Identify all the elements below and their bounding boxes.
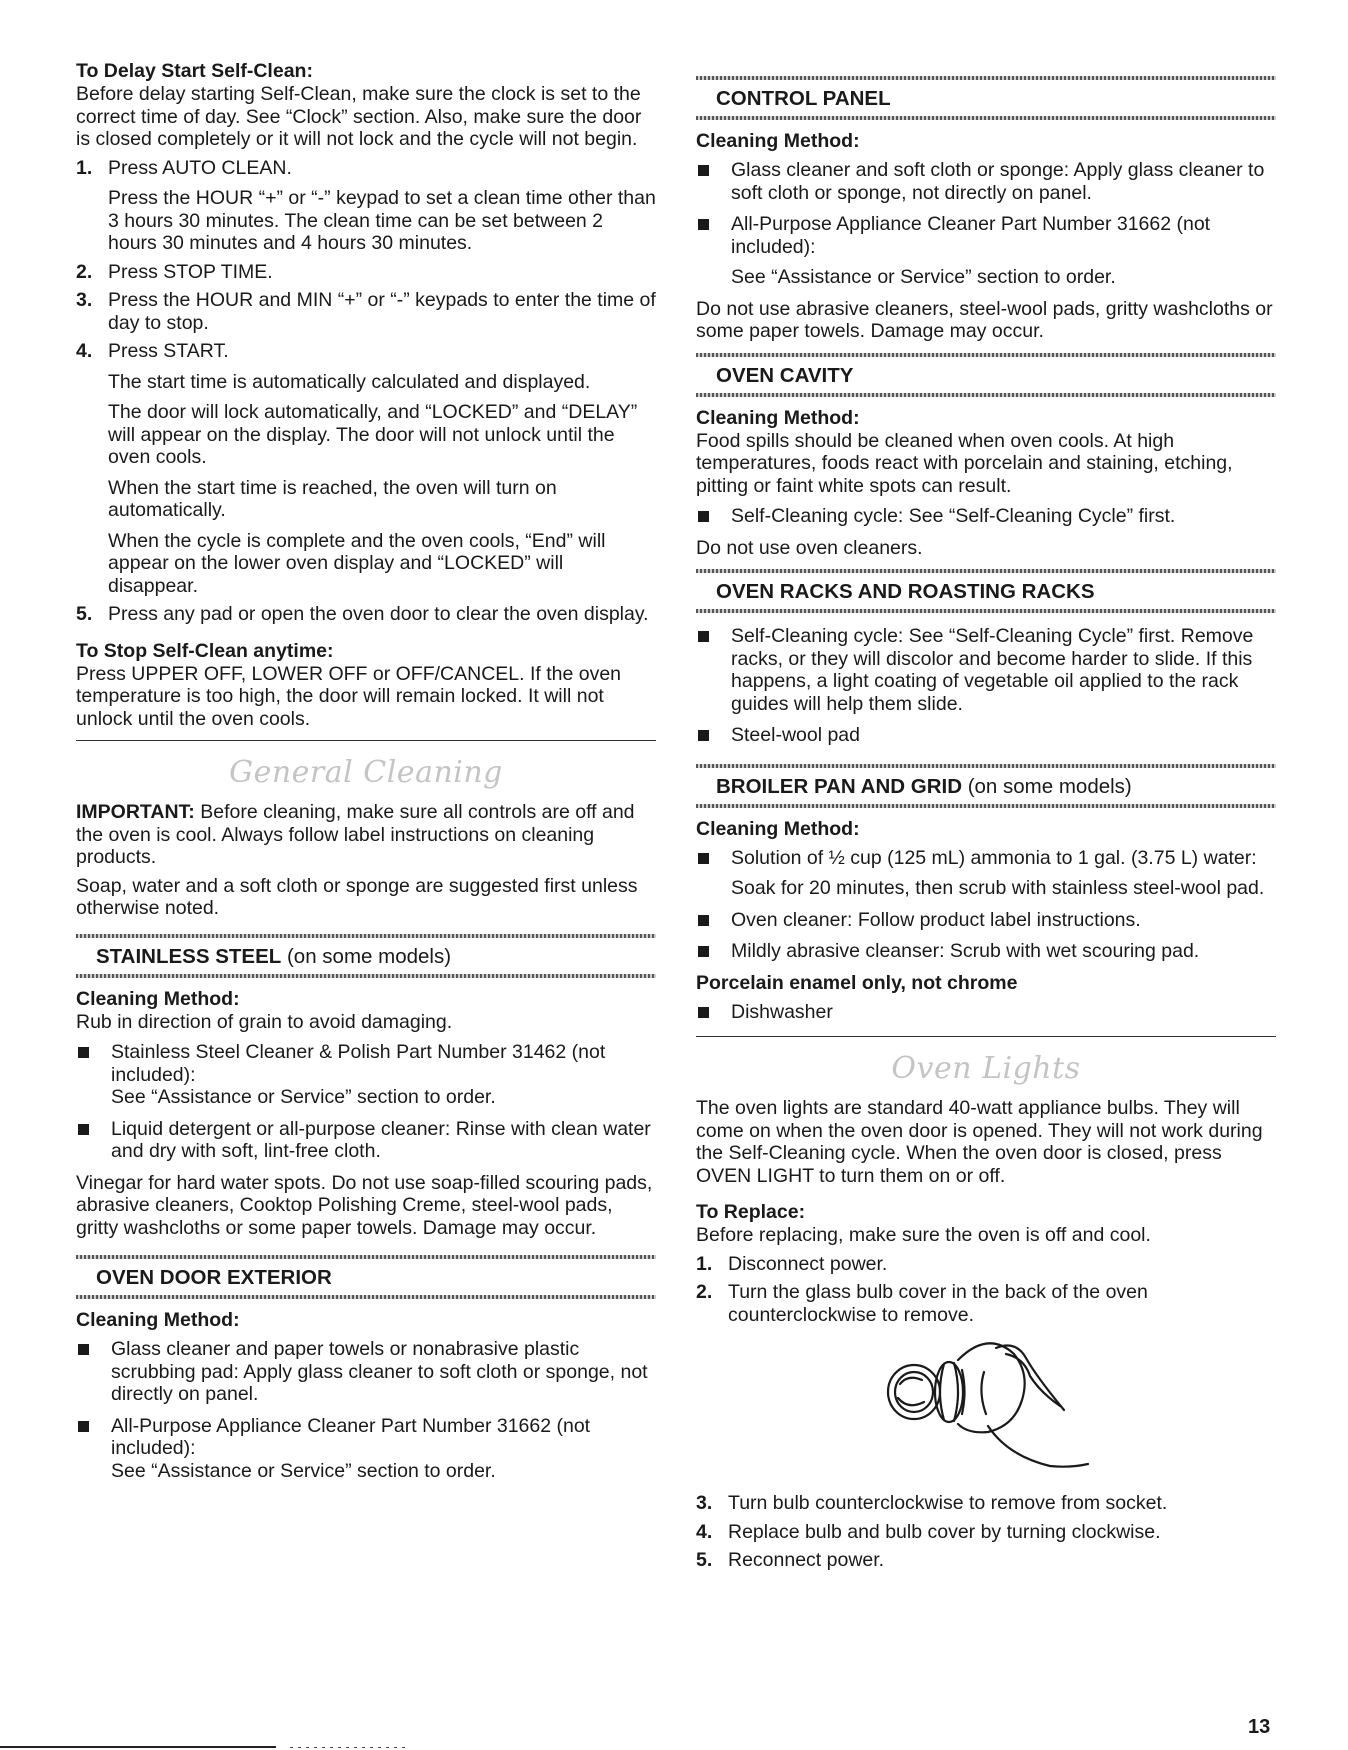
delay-step bbox=[76, 340, 656, 597]
step-number: 2. bbox=[76, 260, 93, 283]
bullet-subtext: See “Assistance or Service” section to order. bbox=[731, 266, 1116, 288]
step-number: 4. bbox=[696, 1520, 713, 1543]
bullet-item bbox=[696, 940, 1276, 963]
replace-step bbox=[696, 1253, 1276, 1276]
bullet-item bbox=[696, 724, 1276, 747]
important-note bbox=[76, 801, 656, 869]
replace-step bbox=[696, 1281, 1276, 1326]
oven-cavity-section bbox=[696, 353, 1276, 397]
bullet-text: Oven cleaner: Follow product label instructions. bbox=[731, 908, 1141, 931]
step-text: Press the HOUR and MIN “+” or “-” keypads to enter the time of day to stop. bbox=[108, 289, 656, 334]
control-note: Do not use abrasive cleaners, steel-wool pads, gritty washcloths or some paper towels. Damage may occur. bbox=[696, 297, 1273, 342]
bullet-text: Solution of ½ cup (125 mL) ammonia to 1 gal. (3.75 L) water: bbox=[731, 846, 1257, 869]
racks-section bbox=[696, 569, 1276, 613]
method-heading: Cleaning Method: bbox=[696, 130, 860, 152]
step-text: Turn bulb counterclockwise to remove from socket. bbox=[728, 1492, 1168, 1514]
step-text: Press START. bbox=[108, 340, 229, 362]
step-text: Replace bulb and bulb cover by turning clockwise. bbox=[728, 1520, 1161, 1543]
bullet-text: Glass cleaner and soft cloth or sponge: Apply glass cleaner to soft cloth or sponge, not directly on panel. bbox=[731, 159, 1265, 204]
delay-steps bbox=[76, 157, 656, 626]
bullet-text: Self-Cleaning cycle: See “Self-Cleaning Cycle” first. Remove racks, or they will discolor and become harder to slide. If this happens, a light coating of vegetable oil applied to the rack guides will help them slide. bbox=[731, 625, 1254, 715]
bullet-text: Steel-wool pad bbox=[731, 724, 860, 746]
bullet-item bbox=[76, 1118, 656, 1163]
bullet-item bbox=[696, 847, 1276, 900]
bullet-square-icon bbox=[698, 511, 709, 522]
bullet-square-icon bbox=[698, 730, 709, 741]
replace-intro: Before replacing, make sure the oven is off and cool. bbox=[696, 1224, 1151, 1246]
section-title: BROILER PAN AND GRID (on some models) bbox=[716, 774, 1132, 798]
divider bbox=[696, 569, 1276, 573]
bullet-subtext: Soak for 20 minutes, then scrub with stainless steel-wool pad. bbox=[731, 877, 1265, 899]
page-number: 13 bbox=[1248, 1716, 1271, 1738]
divider bbox=[76, 1255, 656, 1259]
step-text: When the cycle is complete and the oven cools, “End” will appear on the lower oven display and “LOCKED” will disappear. bbox=[108, 529, 606, 597]
method-heading: Cleaning Method: bbox=[76, 1309, 240, 1331]
method-heading: Cleaning Method: bbox=[76, 987, 240, 1010]
bullet-text: Dishwasher bbox=[731, 1000, 833, 1023]
section-title: OVEN DOOR EXTERIOR bbox=[96, 1266, 332, 1289]
delay-intro: Before delay starting Self-Clean, make sure the clock is set to the correct time of day. See “Clock” section. Also, make sure the door is closed completely or it will not lock and the cycle will not begin. bbox=[76, 83, 642, 150]
bullet-text: Glass cleaner and paper towels or nonabrasive plastic scrubbing pad: Apply glass cleaner to soft cloth or sponge, not directly on panel. bbox=[111, 1338, 648, 1405]
bullet-square-icon bbox=[78, 1421, 89, 1432]
oven-lights-title: Oven Lights bbox=[891, 1051, 1081, 1086]
step-text: Reconnect power. bbox=[728, 1549, 885, 1571]
step-text: Turn the glass bulb cover in the back of the oven counterclockwise to remove. bbox=[728, 1281, 1148, 1326]
divider bbox=[76, 934, 656, 938]
stainless-section bbox=[76, 934, 656, 978]
step-number: 2. bbox=[696, 1281, 713, 1303]
step-number: 5. bbox=[696, 1549, 713, 1571]
method-heading: Cleaning Method: bbox=[696, 817, 860, 840]
delay-step bbox=[76, 603, 656, 626]
step-text: When the start time is reached, the oven will turn on automatically. bbox=[108, 476, 557, 521]
bullet-text: Mildly abrasive cleanser: Scrub with wet scouring pad. bbox=[731, 940, 1200, 962]
bullet-item bbox=[696, 159, 1276, 204]
bullet-square-icon bbox=[698, 165, 709, 176]
bullet-item bbox=[76, 1415, 656, 1483]
delay-step bbox=[76, 157, 656, 255]
delay-step bbox=[76, 289, 656, 334]
section-title: STAINLESS STEEL (on some models) bbox=[96, 944, 452, 968]
general-cleaning-title: General Cleaning bbox=[229, 755, 503, 790]
bullet-square-icon bbox=[698, 1007, 709, 1018]
bullet-item bbox=[696, 505, 1276, 528]
step-number: 5. bbox=[76, 603, 93, 625]
bullet-square-icon bbox=[698, 946, 709, 957]
bullet-item bbox=[696, 213, 1276, 289]
door-section bbox=[76, 1255, 656, 1299]
bullet-item bbox=[696, 909, 1276, 932]
important-label: IMPORTANT: bbox=[76, 801, 195, 823]
section-rule bbox=[696, 1036, 1276, 1037]
control-panel-section bbox=[696, 76, 1276, 120]
bullet-text: All-Purpose Appliance Cleaner Part Number 31662 (not included): bbox=[731, 213, 1211, 258]
bullet-square-icon bbox=[698, 219, 709, 230]
lights-text: The oven lights are standard 40-watt appliance bulbs. They will come on when the oven door is opened. They will not work during the Self-Cleaning cycle. When the oven door is closed, press OVEN LIGHT to turn them on or off. bbox=[696, 1097, 1263, 1187]
stop-heading: To Stop Self-Clean anytime: bbox=[76, 639, 334, 662]
replace-heading: To Replace: bbox=[696, 1201, 806, 1223]
step-text: Disconnect power. bbox=[728, 1252, 888, 1275]
left-column bbox=[76, 60, 656, 1491]
method-heading: Cleaning Method: bbox=[696, 406, 860, 429]
step-text: Press AUTO CLEAN. bbox=[108, 156, 292, 179]
bullet-square-icon bbox=[78, 1047, 89, 1058]
divider bbox=[696, 353, 1276, 357]
step-text: Press any pad or open the oven door to clear the oven display. bbox=[108, 603, 649, 625]
stop-text: Press UPPER OFF, LOWER OFF or OFF/CANCEL. If the oven temperature is too high, the door will remain locked. It will not unlock until the oven cools. bbox=[76, 662, 622, 730]
step-text: The door will lock automatically, and “LOCKED” and “DELAY” will appear on the display. The door will not unlock until the oven cools. bbox=[108, 401, 638, 468]
bullet-square-icon bbox=[78, 1124, 89, 1135]
divider bbox=[696, 76, 1276, 80]
bullet-text: Liquid detergent or all-purpose cleaner: Rinse with clean water and dry with soft, lint-free cloth. bbox=[111, 1117, 651, 1162]
replace-steps bbox=[696, 1253, 1276, 1327]
divider bbox=[696, 764, 1276, 768]
broiler-section bbox=[696, 764, 1276, 808]
porcelain-heading: Porcelain enamel only, not chrome bbox=[696, 971, 1018, 994]
bullet-square-icon bbox=[698, 915, 709, 926]
replace-step bbox=[696, 1492, 1276, 1515]
section-title: OVEN CAVITY bbox=[716, 363, 854, 387]
footer-dashes bbox=[290, 1747, 410, 1748]
step-number: 3. bbox=[76, 289, 93, 311]
bullet-item bbox=[696, 625, 1276, 715]
bullet-item bbox=[696, 1001, 1276, 1024]
step-number: 4. bbox=[76, 340, 93, 362]
bullet-text: Self-Cleaning cycle: See “Self-Cleaning Cycle” first. bbox=[731, 505, 1176, 527]
step-number: 3. bbox=[696, 1492, 713, 1514]
bulb-cover-illustration bbox=[696, 1332, 1276, 1492]
bullet-square-icon bbox=[698, 853, 709, 864]
step-number: 1. bbox=[696, 1252, 713, 1275]
cavity-note: Do not use oven cleaners. bbox=[696, 536, 923, 559]
step-number: 1. bbox=[76, 156, 93, 179]
replace-step bbox=[696, 1521, 1276, 1544]
bullet-text: Stainless Steel Cleaner & Polish Part Number 31462 (not included): bbox=[111, 1041, 606, 1086]
step-text: The start time is automatically calculated and displayed. bbox=[108, 370, 591, 393]
footer-rule bbox=[0, 1746, 276, 1748]
bullet-subtext: See “Assistance or Service” section to order. bbox=[111, 1086, 496, 1108]
right-column bbox=[696, 76, 1276, 1578]
section-title: CONTROL PANEL bbox=[716, 87, 891, 110]
step-text: Press STOP TIME. bbox=[108, 260, 273, 283]
section-title: OVEN RACKS AND ROASTING RACKS bbox=[716, 580, 1095, 603]
bullet-item bbox=[76, 1338, 656, 1406]
cavity-text: Food spills should be cleaned when oven cools. At high temperatures, foods react with porcelain and staining, etching, pitting or faint white spots can result. bbox=[696, 429, 1233, 497]
step-text: Press the HOUR “+” or “-” keypad to set a clean time other than 3 hours 30 minutes. The clean time can be set between 2 hours 30 minutes and 4 hours 30 minutes. bbox=[108, 187, 656, 254]
replace-step bbox=[696, 1549, 1276, 1572]
stainless-note: Vinegar for hard water spots. Do not use soap-filled scouring pads, abrasive cleaners, Cooktop Polishing Creme, steel-wool pads, gritty washcloths or some paper towels. Damage may occur. bbox=[76, 1171, 653, 1239]
soap-note: Soap, water and a soft cloth or sponge are suggested first unless otherwise noted. bbox=[76, 874, 638, 919]
section-rule bbox=[76, 740, 656, 741]
bullet-square-icon bbox=[698, 631, 709, 642]
bullet-subtext: See “Assistance or Service” section to order. bbox=[111, 1459, 496, 1482]
delay-step bbox=[76, 261, 656, 284]
replace-steps-continued bbox=[696, 1492, 1276, 1572]
stainless-intro: Rub in direction of grain to avoid damaging. bbox=[76, 1010, 453, 1033]
important-text: Before cleaning, make sure all controls are off and the oven is cool. Always follow label instructions on cleaning products. bbox=[76, 801, 635, 868]
bullet-text: All-Purpose Appliance Cleaner Part Number 31662 (not included): bbox=[111, 1414, 591, 1459]
bullet-square-icon bbox=[78, 1344, 89, 1355]
delay-heading: To Delay Start Self-Clean: bbox=[76, 60, 313, 82]
bullet-item bbox=[76, 1041, 656, 1109]
